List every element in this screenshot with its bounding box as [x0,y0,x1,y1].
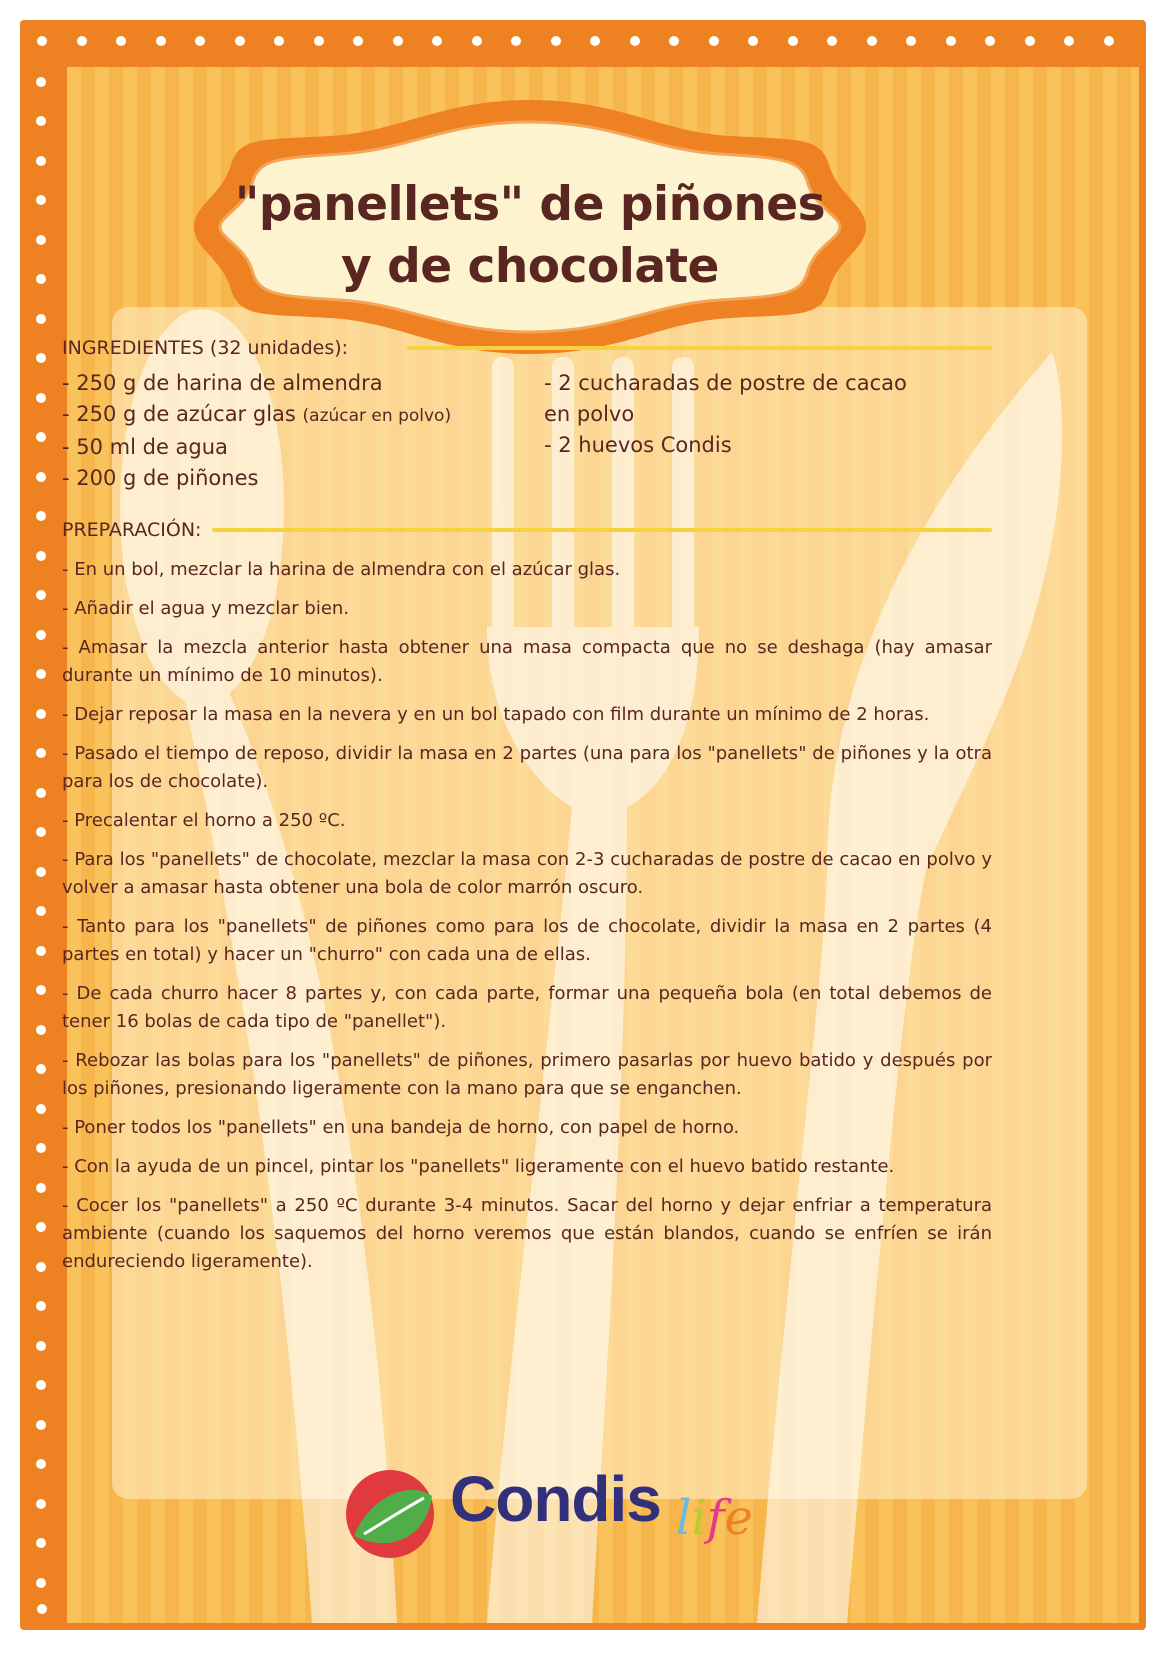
preparation-step: - En un bol, mezclar la harina de almendra con el azúcar glas. [62,559,621,580]
recipe-title [190,174,870,298]
border-dot [36,709,46,719]
preparation-heading [62,516,992,546]
ingredients-column-left [62,368,532,494]
border-dot [36,116,46,126]
border-dot [36,1025,46,1035]
ingredient-item [62,399,532,432]
border-dot [36,630,46,640]
title-line-1: "panellets" de piñones [234,177,826,232]
border-dot [36,1578,46,1588]
preparation-step: - Añadir el agua y mezclar bien. [62,598,350,619]
border-dot [36,1104,46,1114]
border-dot [511,36,521,46]
preparation-heading-label: PREPARACIÓN: [62,519,202,541]
preparation-step: - Para los "panellets" de chocolate, mezclar la masa con 2-3 cucharadas de postre de cacao en polvo y volver a amasar hasta obtener una bola de color marrón oscuro. [62,849,992,898]
border-dot [36,393,46,403]
preparation-step: - Pasado el tiempo de reposo, dividir la masa en 2 partes (una para los "panellets" de piñones y la otra para los de chocolate). [62,743,992,792]
border-dot [1064,36,1074,46]
border-dot [432,36,442,46]
border-dot [551,36,561,46]
ingredient-item: - 2 cucharadas de postre de cacao [544,371,907,395]
border-dot [36,314,46,324]
recipe-content [62,334,992,1287]
border-dot [37,1604,47,1614]
ingredients-column-right [544,368,992,461]
border-dot [906,36,916,46]
border-dot [353,36,363,46]
border-dot [36,156,46,166]
border-dot [36,590,46,600]
border-dot [314,36,324,46]
ingredient-item-text: - 250 g de azúcar glas [62,402,296,426]
ingredient-item: en polvo [544,402,635,426]
border-dot [36,511,46,521]
ingredient-item: - 50 ml de agua [62,435,228,459]
border-dot [77,36,87,46]
border-dot [709,36,719,46]
ingredients-heading-label: INGREDIENTES (32 unidades): [62,337,349,359]
border-dot [36,788,46,798]
condis-life-logo [340,1446,790,1576]
border-dot [274,36,284,46]
border-dot [36,985,46,995]
border-dot [36,1538,46,1548]
border-dot [36,1262,46,1272]
preparation-step: - Poner todos los "panellets" en una bandeja de horno, con papel de horno. [62,1117,740,1138]
preparation-step: - Rebozar las bolas para los "panellets" de piñones, primero pasarlas por huevo batido y después por los piñones, presionando ligeramente con la mano para que se enganchen. [62,1050,992,1099]
border-dot [36,77,46,87]
border-dot [748,36,758,46]
border-dot [36,946,46,956]
border-dot [36,827,46,837]
border-dot [36,1341,46,1351]
border-dot [946,36,956,46]
border-dot [788,36,798,46]
border-dot [36,274,46,284]
logo-wordmark: Condis [450,1463,661,1535]
border-dot [36,1222,46,1232]
border-dot [235,36,245,46]
logo-life-letter: f [706,1490,725,1546]
border-dot [36,432,46,442]
border-dot [156,36,166,46]
ingredients-heading [62,334,992,364]
border-dot [36,1143,46,1153]
title-line-2: y de chocolate [341,239,719,294]
border-dot [36,472,46,482]
border-dot [36,235,46,245]
border-dot [36,1499,46,1509]
border-dot [630,36,640,46]
logo-life-letter: e [724,1490,753,1546]
border-dot [36,1183,46,1193]
logo-life-letter: i [691,1490,707,1546]
preparation-step: - Tanto para los "panellets" de piñones como para los de chocolate, dividir la masa en 2 partes (4 partes en total) y hacer un "churro" con cada una de ellas. [62,916,992,965]
border-dot [1104,36,1114,46]
border-dot [36,551,46,561]
border-dot [195,36,205,46]
border-dot [36,1420,46,1430]
border-dot [985,36,995,46]
preparation-step: - Cocer los "panellets" a 250 ºC durante 3-4 minutos. Sacar del horno y dejar enfriar a temperatura ambiente (cuando los saquemos del horno veremos que están blandos, cuando se enfríen se irán endureciendo ligeramente). [62,1195,992,1272]
border-dot [36,906,46,916]
preparation-step: - Amasar la mezcla anterior hasta obtener una masa compacta que no se deshaga (hay amasar durante un mínimo de 10 minutos). [62,637,992,686]
border-dot [393,36,403,46]
condis-leaf-icon [340,1466,440,1566]
preparation-step: - De cada churro hacer 8 partes y, con cada parte, formar una pequeña bola (en total debemos de tener 16 bolas de cada tipo de "panellet"). [62,983,992,1032]
border-dot [36,353,46,363]
ingredient-item: - 250 g de harina de almendra [62,371,383,395]
border-dot [36,1380,46,1390]
border-dot [827,36,837,46]
logo-life-letter: l [676,1490,692,1546]
border-dot [36,1301,46,1311]
ingredient-item: - 2 huevos Condis [544,433,732,457]
preparation-step: - Precalentar el horno a 250 ºC. [62,810,346,831]
heading-rule [407,346,992,350]
ingredients-list [62,368,992,488]
preparation-step: - Dejar reposar la masa en la nevera y en un bol tapado con film durante un mínimo de 2 horas. [62,704,930,725]
heading-rule [212,528,992,532]
preparation-step: - Con la ayuda de un pincel, pintar los "panellets" ligeramente con el huevo batido restante. [62,1156,895,1177]
border-dot [116,36,126,46]
border-dot [37,36,47,46]
border-dot [36,748,46,758]
border-dot [669,36,679,46]
border-dot [1025,36,1035,46]
border-dot [36,1459,46,1469]
ingredient-item: - 200 g de piñones [62,466,259,490]
border-dot [36,1064,46,1074]
border-dot [36,195,46,205]
preparation-steps [62,556,992,1276]
border-dot [867,36,877,46]
border-dot [590,36,600,46]
border-dot [36,867,46,877]
ingredient-item-note: (azúcar en polvo) [302,406,452,426]
border-dot [472,36,482,46]
title-badge [190,96,870,358]
border-dot [36,669,46,679]
logo-life-wordmark [676,1490,753,1546]
